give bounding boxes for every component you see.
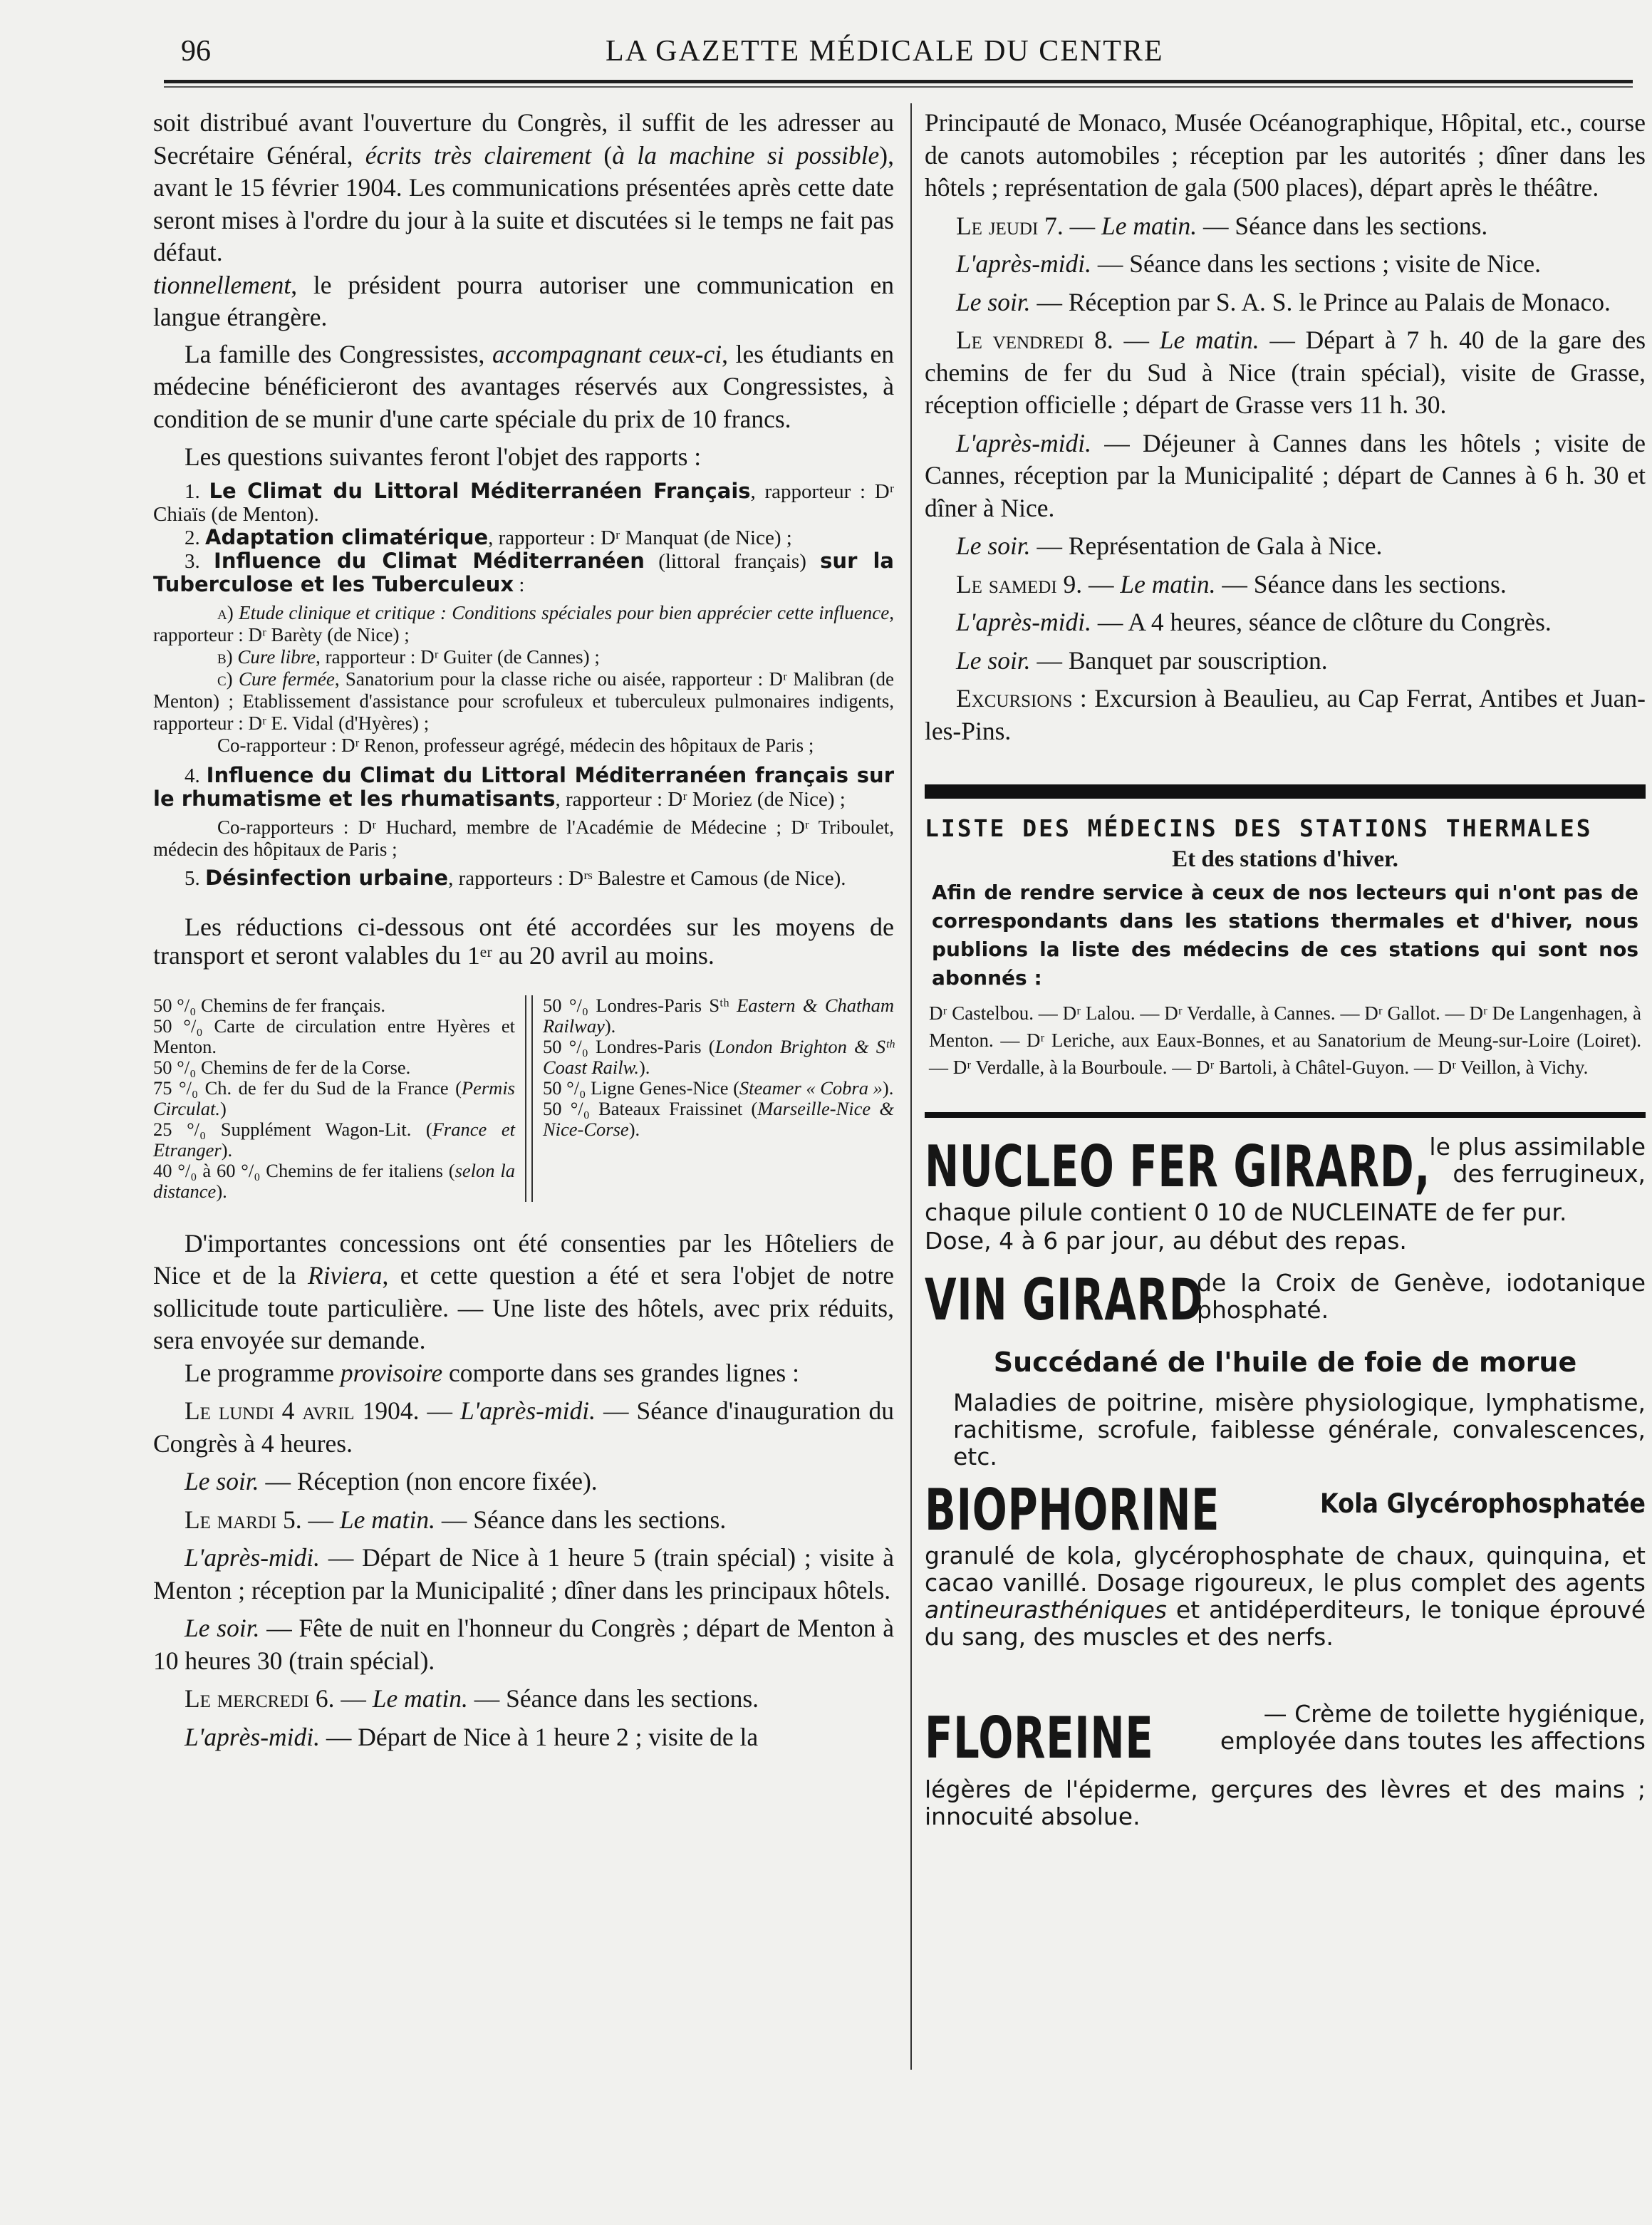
ad-floreine-tagline: — Crème de toilette hygiénique, employée dans toutes les affections: [1220, 1700, 1646, 1755]
ad-nucleo-fer-girard: [925, 1134, 1646, 1258]
ad-floreine-body: légères de l'épiderme, gerçures des lèvres et des mains ; innocuité absolue.: [925, 1775, 1646, 1830]
fare-list-left: [153, 995, 525, 1202]
question-4: 4. Influence du Climat du Littoral Méditerranéen français sur le rhumatisme et les rhumatisants, rapporteur : Dʳ Moriez (de Nice) ;: [153, 762, 894, 811]
ad-vin-tagline: de la Croix de Genève, iodotanique phosphaté.: [1197, 1269, 1646, 1324]
liste-intro: Afin de rendre service à ceux de nos lecteurs qui n'ont pas de correspondants dans les stations thermales et d'hiver, nous publions la liste des médecins de ces stations qui sont nos abonnés :: [932, 881, 1638, 990]
paragraph-submission: soit distribué avant l'ouverture du Congrès, il suffit de les adresser au Secrétaire Général, écrits très clairement (à la machine si possible), avant le 15 février 1904. Les communications présentées après cette date seront mises à l'ordre du jour à la suite et discutées si le temps ne fait pas défaut.: [153, 108, 894, 266]
programme-samedi: Le samedi 9. — Le matin. — Séance dans les sections.: [956, 569, 1507, 598]
programme-jeudi: Le jeudi 7. — Le matin. — Séance dans les sections.: [956, 211, 1488, 240]
fare-list-right: [543, 995, 894, 1202]
fare-item: 50 °/₀ Chemins de fer français.: [153, 994, 385, 1016]
ad-biophorine: [925, 1477, 1646, 1691]
question-3a: a) Etude clinique et critique : Conditions spéciales pour bien apprécier cette influence, rapporteur : Dʳ Barèty (de Nice) ;: [153, 601, 894, 645]
question-5: 5. Désinfection urbaine, rapporteurs : Dʳˢ Balestre et Camous (de Nice).: [185, 865, 846, 890]
programme-mardi-soir: Le soir. — Fête de nuit en l'honneur du Congrès ; départ de Menton à 10 heures 30 (train spécial).: [153, 1614, 895, 1675]
ad-nucleo-line2: chaque pilule contient 0 10 de NUCLEINATE de fer pur.: [925, 1198, 1567, 1226]
running-title: LA GAZETTE MÉDICALE DU CENTRE: [606, 35, 1164, 68]
fare-reductions-table: [153, 995, 894, 1202]
question-1: 1. Le Climat du Littoral Méditerranéen Français, rapporteur : Dʳ Chiaïs (de Menton).: [153, 478, 895, 526]
programme-mercredi-apres-midi: L'après-midi. — Départ de Nice à 1 heure 2 ; visite de la: [185, 1722, 759, 1751]
ad-vin-girard: [925, 1267, 1646, 1470]
programme-mercredi: Le mercredi 6. — Le matin. — Séance dans les sections.: [185, 1684, 759, 1713]
ad-biophorine-brand: BIOPHORINE: [925, 1477, 1220, 1543]
paragraph-questions-intro: Les questions suivantes feront l'objet des rapports :: [185, 442, 702, 471]
programme-vendredi: Le vendredi 8. — Le matin. — Départ à 7 h. 40 de la gare des chemins de fer du Sud à Nice (train spécial), visite de Grasse, réception officielle ; départ de Grasse vers 11 h. 30.: [925, 326, 1646, 419]
ad-floreine: [925, 1698, 1646, 1830]
programme-mardi: Le mardi 5. — Le matin. — Séance dans les sections.: [185, 1505, 727, 1534]
ad-biophorine-tagline: Kola Glycérophosphatée: [1319, 1488, 1646, 1519]
paragraph-hotels: D'importantes concessions ont été consenties par les Hôteliers de Nice et de la Riviera, et cette question a été et sera l'objet de notre sollicitude toute particulière. — Une liste des hôtels, avec prix réduits, sera envoyée sur demande.: [153, 1228, 894, 1354]
ad-biophorine-body: granulé de kola, glycérophosphate de chaux, quinquina, et cacao vanillé. Dosage rigoureux, le plus complet des agents antineurasthéniques et antidéperditeurs, le tonique éprouvé du sang, des muscles et des nerfs.: [925, 1542, 1646, 1651]
page-header: [164, 34, 1631, 71]
fare-item: 50 °/₀ Chemins de fer de la Corse.: [153, 1056, 411, 1078]
programme-mardi-apres-midi: L'après-midi. — Départ de Nice à 1 heure 5 (train spécial) ; visite à Menton ; réception par la Municipalité ; dîner dans les principaux hôtels.: [153, 1543, 894, 1604]
ad-nucleo-brand: NUCLEO FER GIRARD,: [925, 1134, 1431, 1200]
paragraph-reductions: Les réductions ci-dessous ont été accordées sur les moyens de transport et seront valables du 1ᵉʳ au 20 avril au moins.: [153, 912, 894, 970]
programme-lundi: Le lundi 4 avril 1904. — L'après-midi. — Séance d'inauguration du Congrès à 4 heures.: [153, 1396, 895, 1458]
paragraph-foreign-language: tionnellement, le président pourra autoriser une communication en langue étrangère.: [153, 270, 894, 331]
question-4-corapporteurs: Co-rapporteurs : Dʳ Huchard, membre de l'Académie de Médecine ; Dʳ Triboulet, médecin des hôpitaux de Paris ;: [153, 816, 894, 860]
question-3: 3. Influence du Climat Méditerranéen (littoral français) sur la Tuberculose et les Tuberculeux :: [153, 548, 894, 596]
page-number: 96: [181, 35, 211, 68]
liste-subtitle: Et des stations d'hiver.: [1172, 846, 1398, 872]
ad-nucleo-tagline: le plus assimilable des ferrugineux,: [1429, 1133, 1646, 1188]
liste-names: Dʳ Castelbou. — Dʳ Lalou. — Dʳ Verdalle, à Cannes. — Dʳ Gallot. — Dʳ De Langenhagen, à Menton. — Dʳ Leriche, aux Eaux-Bonnes, et au Sanatorium de Meung-sur-Loire (Loiret). — Dʳ Verdalle, à la Bourboule. — Dʳ Bartoli, à Châtel-Guyon. — Dʳ Veillon, à Vichy.: [929, 1002, 1641, 1078]
programme-jeudi-apres-midi: L'après-midi. — Séance dans les sections ; visite de Nice.: [956, 249, 1541, 278]
paragraph-family: La famille des Congressistes, accompagnant ceux-ci, les étudiants en médecine bénéficieront des avantages réservés aux Congressistes, à condition de se munir d'une carte spéciale du prix de 10 francs.: [153, 339, 895, 433]
left-column: [153, 107, 894, 1753]
question-3c: c) Cure fermée, Sanatorium pour la classe riche ou aisée, rapporteur : Dʳ Malibran (de Menton) ; Etablissement d'assistance pour scrofuleux et tuberculeux pulmonaires indigents, rapporteur : Dʳ E. Vidal (d'Hyères) ;: [153, 668, 894, 734]
fare-item: 50 °/₀ Londres-Paris (London Brighton & Sᵗʰ Coast Railw.).: [543, 1035, 895, 1078]
question-3b: b) Cure libre, rapporteur : Dʳ Guiter (de Cannes) ;: [217, 645, 600, 668]
ad-floreine-brand: FLOREINE: [925, 1705, 1154, 1771]
ads-rule: [925, 1112, 1646, 1118]
ad-nucleo-line3: Dose, 4 à 6 par jour, au début des repas.: [925, 1227, 1407, 1255]
header-rule: [164, 80, 1633, 83]
liste-title: LISTE DES MÉDECINS DES STATIONS THERMALES: [925, 814, 1593, 842]
ad-vin-brand: VIN GIRARD: [925, 1267, 1204, 1333]
question-3-corapporteur: Co-rapporteur : Dʳ Renon, professeur agrégé, médecin des hôpitaux de Paris ;: [217, 734, 814, 756]
header-rule-thin: [164, 86, 1633, 88]
programme-excursions: Excursions : Excursion à Beaulieu, au Cap Ferrat, Antibes et Juan-les-Pins.: [925, 684, 1646, 745]
fare-item: 40 °/₀ à 60 °/₀ Chemins de fer italiens (selon la distance).: [153, 1159, 515, 1202]
ad-vin-headline: Succédané de l'huile de foie de morue: [993, 1347, 1577, 1378]
section-rule: [925, 784, 1646, 799]
fare-item: 50 °/₀ Carte de circulation entre Hyères et Menton.: [153, 1015, 515, 1057]
fare-item: 50 °/₀ Ligne Genes-Nice (Steamer « Cobra »).: [543, 1077, 894, 1099]
programme-jeudi-soir: Le soir. — Réception par S. A. S. le Prince au Palais de Monaco.: [956, 287, 1611, 316]
fare-item: 50 °/₀ Bateaux Fraissinet (Marseille-Nice & Nice-Corse).: [543, 1097, 895, 1140]
programme-vendredi-apres-midi: L'après-midi. — Déjeuner à Cannes dans les hôtels ; visite de Cannes, réception par la Municipalité ; départ de Cannes à 6 h. 30 et dîner à Nice.: [925, 428, 1646, 522]
programme-lundi-soir: Le soir. — Réception (non encore fixée).: [185, 1467, 598, 1495]
programme-mercredi-suite: Principauté de Monaco, Musée Océanographique, Hôpital, etc., course de canots automobiles ; réception par les autorités ; dîner dans les hôtels ; représentation de gala (500 places), départ après le théâtre.: [925, 108, 1646, 202]
paragraph-programme: Le programme provisoire comporte dans ses grandes lignes :: [185, 1358, 799, 1387]
ad-vin-body: Maladies de poitrine, misère physiologique, lymphatisme, rachitisme, scrofule, faiblesse générale, convalescences, etc.: [953, 1389, 1646, 1471]
fare-item: 75 °/₀ Ch. de fer du Sud de la France (Permis Circulat.): [153, 1077, 515, 1119]
programme-samedi-soir: Le soir. — Banquet par souscription.: [956, 645, 1328, 675]
fare-item: 25 °/₀ Supplément Wagon-Lit. (France et Etranger).: [153, 1118, 515, 1161]
column-divider: [910, 103, 912, 2070]
programme-samedi-apres-midi: L'après-midi. — A 4 heures, séance de clôture du Congrès.: [956, 608, 1552, 636]
programme-vendredi-soir: Le soir. — Représentation de Gala à Nice.: [956, 531, 1383, 560]
question-2: 2. Adaptation climatérique, rapporteur : Dʳ Manquat (de Nice) ;: [185, 524, 792, 549]
right-column: [925, 107, 1646, 1830]
report-questions: [153, 479, 894, 890]
fare-list-separator: [525, 995, 533, 1202]
fare-item: 50 °/₀ Londres-Paris Sᵗʰ Eastern & Chatham Railway).: [543, 994, 894, 1037]
